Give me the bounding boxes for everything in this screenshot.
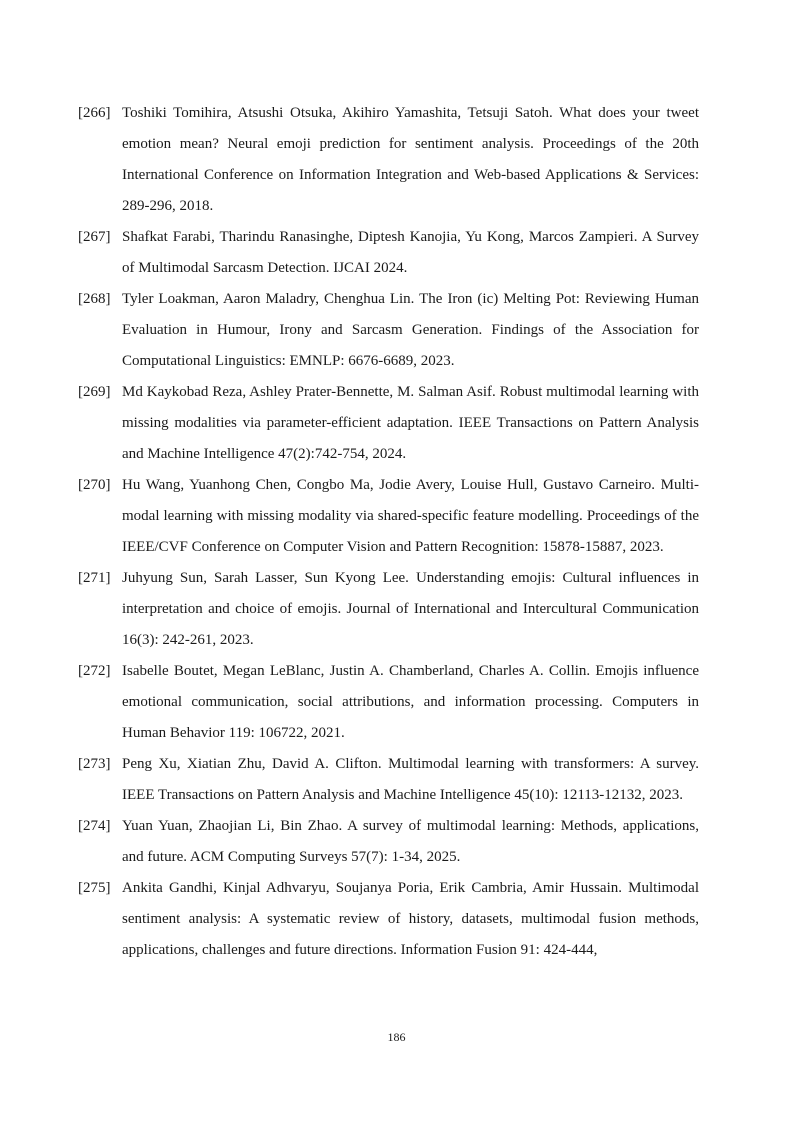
reference-text: Yuan Yuan, Zhaojian Li, Bin Zhao. A survey of multimodal learning: Methods, applications, and future. ACM Computing Surveys 57(7): 1-34, 2025.	[122, 818, 699, 865]
reference-text: Peng Xu, Xiatian Zhu, David A. Clifton. Multimodal learning with transformers: A survey. IEEE Transactions on Pattern Analysis and Machine Intelligence 45(10): 12113-12132, 2023.	[122, 756, 699, 803]
reference-item	[78, 222, 699, 284]
reference-list	[78, 98, 699, 966]
reference-text: Tyler Loakman, Aaron Maladry, Chenghua Lin. The Iron (ic) Melting Pot: Reviewing Human Evaluation in Humour, Irony and Sarcasm Generation. Findings of the Association for Computational Linguistics: EMNLP: 6676-6689, 2023.	[122, 291, 699, 369]
reference-text: Shafkat Farabi, Tharindu Ranasinghe, Diptesh Kanojia, Yu Kong, Marcos Zampieri. A Survey of Multimodal Sarcasm Detection. IJCAI 2024.	[122, 229, 699, 276]
reference-number: [271]	[78, 570, 111, 586]
reference-number: [273]	[78, 756, 111, 772]
reference-text: Isabelle Boutet, Megan LeBlanc, Justin A. Chamberland, Charles A. Collin. Emojis influence emotional communication, social attributions, and information processing. Computers in Human Behavior 119: 106722, 2021.	[122, 663, 699, 741]
reference-item	[78, 873, 699, 966]
reference-text: Ankita Gandhi, Kinjal Adhvaryu, Soujanya Poria, Erik Cambria, Amir Hussain. Multimodal sentiment analysis: A systematic review of history, datasets, multimodal fusion methods, applications, challenges and future directions. Information Fusion 91: 424-444,	[122, 880, 699, 958]
reference-item	[78, 749, 699, 811]
reference-text: Toshiki Tomihira, Atsushi Otsuka, Akihiro Yamashita, Tetsuji Satoh. What does your tweet emotion mean? Neural emoji prediction for sentiment analysis. Proceedings of the 20th International Conference on Information Integration and Web-based Applications & Services: 289-296, 2018.	[122, 105, 699, 214]
reference-text: Hu Wang, Yuanhong Chen, Congbo Ma, Jodie Avery, Louise Hull, Gustavo Carneiro. Multi-modal learning with missing modality via shared-specific feature modelling. Proceedings of the IEEE/CVF Conference on Computer Vision and Pattern Recognition: 15878-15887, 2023.	[122, 477, 699, 555]
reference-item	[78, 811, 699, 873]
reference-text: Juhyung Sun, Sarah Lasser, Sun Kyong Lee. Understanding emojis: Cultural influences in interpretation and choice of emojis. Journal of International and Intercultural Communication 16(3): 242-261, 2023.	[122, 570, 699, 648]
reference-item	[78, 98, 699, 222]
reference-number: [268]	[78, 291, 111, 307]
reference-item	[78, 284, 699, 377]
reference-item	[78, 563, 699, 656]
reference-number: [274]	[78, 818, 111, 834]
reference-number: [267]	[78, 229, 111, 245]
reference-number: [269]	[78, 384, 111, 400]
reference-item	[78, 377, 699, 470]
reference-number: [270]	[78, 477, 111, 493]
reference-text: Md Kaykobad Reza, Ashley Prater-Bennette, M. Salman Asif. Robust multimodal learning with missing modalities via parameter-efficient adaptation. IEEE Transactions on Pattern Analysis and Machine Intelligence 47(2):742-754, 2024.	[122, 384, 699, 462]
reference-item	[78, 470, 699, 563]
page-number: 186	[387, 1030, 406, 1044]
reference-number: [275]	[78, 880, 111, 896]
reference-item	[78, 656, 699, 749]
reference-number: [272]	[78, 663, 111, 679]
reference-number: [266]	[78, 105, 111, 121]
